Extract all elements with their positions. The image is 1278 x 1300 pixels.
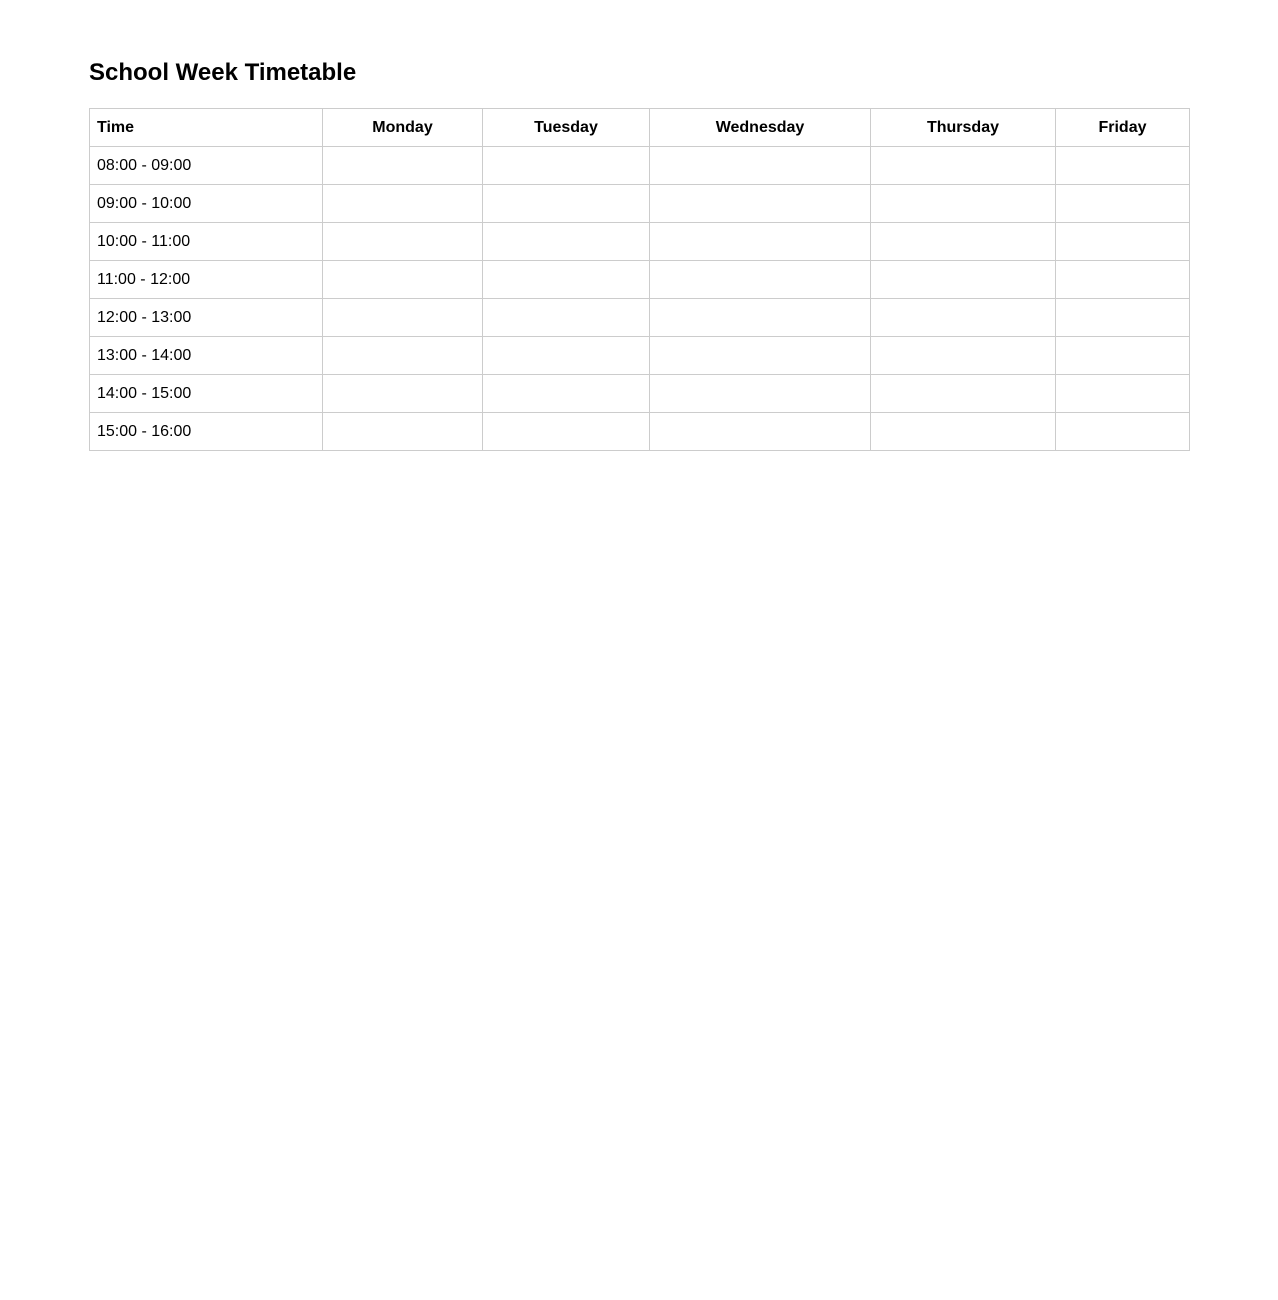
friday-cell[interactable] [1056,375,1190,413]
thursday-cell[interactable] [871,413,1056,451]
thursday-cell[interactable] [871,185,1056,223]
monday-cell[interactable] [323,185,483,223]
table-row [90,147,1190,185]
wednesday-cell[interactable] [650,261,871,299]
time-slot-cell: 12:00 - 13:00 [90,299,323,337]
wednesday-cell[interactable] [650,147,871,185]
time-slot-cell: 13:00 - 14:00 [90,337,323,375]
table-row [90,413,1190,451]
thursday-cell[interactable] [871,223,1056,261]
column-header-thursday: Thursday [871,109,1056,147]
table-row [90,223,1190,261]
monday-cell[interactable] [323,223,483,261]
wednesday-cell[interactable] [650,413,871,451]
monday-cell[interactable] [323,337,483,375]
friday-cell[interactable] [1056,413,1190,451]
thursday-cell[interactable] [871,147,1056,185]
table-row [90,185,1190,223]
column-header-tuesday: Tuesday [483,109,650,147]
table-row [90,337,1190,375]
time-slot-cell: 15:00 - 16:00 [90,413,323,451]
column-header-monday: Monday [323,109,483,147]
tuesday-cell[interactable] [483,299,650,337]
tuesday-cell[interactable] [483,261,650,299]
friday-cell[interactable] [1056,223,1190,261]
friday-cell[interactable] [1056,299,1190,337]
column-header-wednesday: Wednesday [650,109,871,147]
monday-cell[interactable] [323,261,483,299]
table-row [90,261,1190,299]
time-slot-cell: 10:00 - 11:00 [90,223,323,261]
friday-cell[interactable] [1056,147,1190,185]
time-slot-cell: 09:00 - 10:00 [90,185,323,223]
thursday-cell[interactable] [871,375,1056,413]
monday-cell[interactable] [323,299,483,337]
header-row [90,109,1190,147]
column-header-time: Time [90,109,323,147]
column-header-friday: Friday [1056,109,1190,147]
monday-cell[interactable] [323,147,483,185]
tuesday-cell[interactable] [483,185,650,223]
friday-cell[interactable] [1056,337,1190,375]
wednesday-cell[interactable] [650,337,871,375]
thursday-cell[interactable] [871,299,1056,337]
tuesday-cell[interactable] [483,337,650,375]
thursday-cell[interactable] [871,337,1056,375]
tuesday-cell[interactable] [483,147,650,185]
wednesday-cell[interactable] [650,223,871,261]
tuesday-cell[interactable] [483,413,650,451]
page [0,0,1278,451]
tuesday-cell[interactable] [483,223,650,261]
time-slot-cell: 08:00 - 09:00 [90,147,323,185]
monday-cell[interactable] [323,375,483,413]
time-slot-cell: 11:00 - 12:00 [90,261,323,299]
page-title: School Week Timetable [89,59,357,86]
wednesday-cell[interactable] [650,375,871,413]
friday-cell[interactable] [1056,261,1190,299]
monday-cell[interactable] [323,413,483,451]
wednesday-cell[interactable] [650,185,871,223]
timetable [89,108,1190,451]
time-slot-cell: 14:00 - 15:00 [90,375,323,413]
table-row [90,299,1190,337]
tuesday-cell[interactable] [483,375,650,413]
table-row [90,375,1190,413]
wednesday-cell[interactable] [650,299,871,337]
thursday-cell[interactable] [871,261,1056,299]
friday-cell[interactable] [1056,185,1190,223]
